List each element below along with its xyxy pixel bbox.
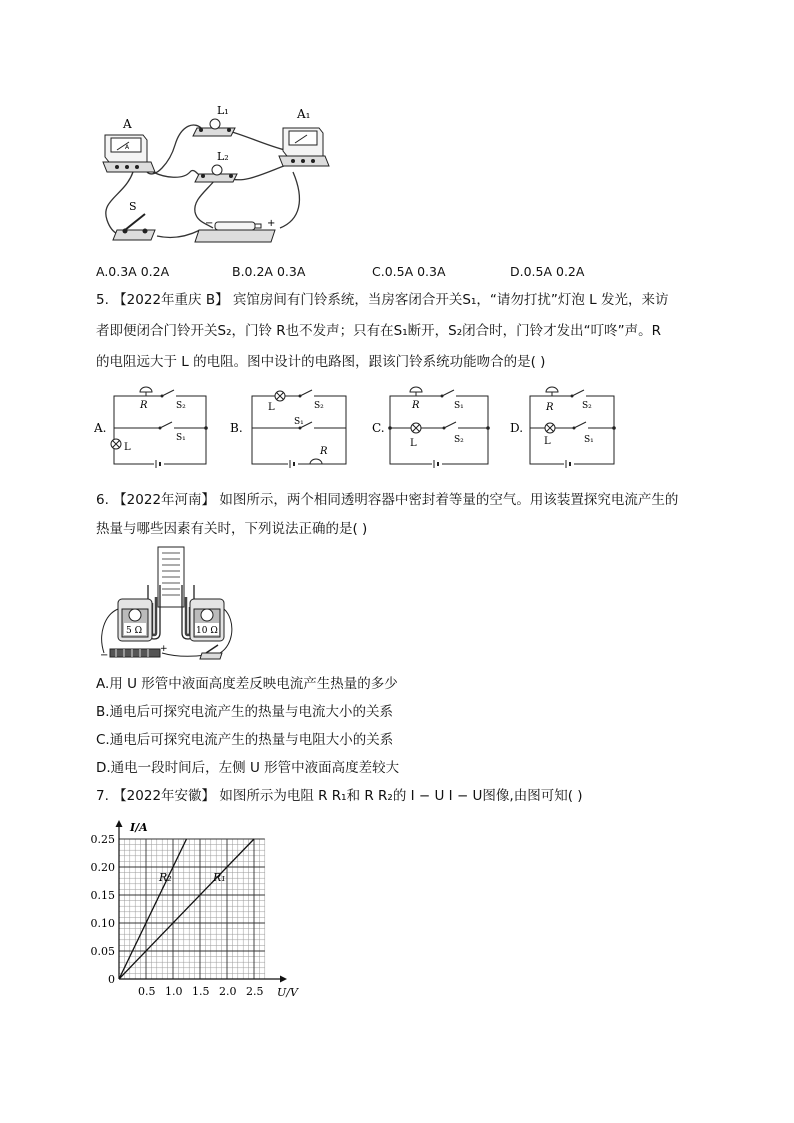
y-tick-label: 0.05 (90, 945, 115, 958)
battery (195, 218, 275, 242)
y-tick-label: 0 (108, 973, 115, 986)
series-line-2 (119, 839, 254, 979)
q5-b-r: R (320, 446, 328, 457)
y-tick-label: 0.25 (90, 833, 115, 846)
q5-c-s-top: S₁ (454, 401, 464, 411)
q5-c-s-mid: S₂ (454, 435, 464, 445)
q5-a-s-top: S₂ (176, 401, 186, 411)
q5-d-s-top: S₂ (582, 401, 592, 411)
q5-c-label: C. (372, 421, 385, 435)
label-lamp-l1: L₁ (217, 104, 229, 117)
svg-text:−: − (205, 218, 214, 229)
series-label-2: R₁ (213, 871, 226, 884)
lamp-l1 (193, 119, 235, 136)
q6-battery-plus: + (160, 644, 168, 654)
x-tick-label: 0.5 (138, 985, 156, 998)
label-lamp-l2: L₂ (217, 150, 229, 163)
x-tick-label: 2.0 (219, 985, 237, 998)
chart-y-axis-label: I/A (130, 821, 148, 834)
q4-option-c: C.0.5A 0.3A (372, 264, 446, 279)
label-ammeter-a: A (123, 117, 132, 131)
q5-b-s-mid: S₁ (294, 417, 304, 427)
q5-line-3: 的电阻远大于 L 的电阻。图中设计的电路图，跟该门铃系统功能吻合的是( ) (96, 354, 546, 370)
y-tick-label: 0.15 (90, 889, 115, 902)
q5-b-l: L (268, 402, 275, 413)
q5-b-label: B. (230, 421, 243, 435)
label-switch-s: S (129, 200, 137, 213)
q5-d-s-mid: S₁ (584, 435, 594, 445)
ammeter-a (103, 135, 155, 172)
q5-d-label: D. (510, 421, 524, 435)
q6-option-d: D.通电一段时间后，左侧 U 形管中液面高度差较大 (96, 760, 400, 776)
q5-a-s-mid: S₁ (176, 433, 186, 443)
q6-option-a: A.用 U 形管中液面高度差反映电流产生热量的多少 (96, 676, 398, 692)
q5-circuit-b (230, 382, 360, 472)
q5-c-r: R (412, 400, 420, 411)
chart-grid-minor (119, 839, 265, 979)
q5-a-r: R (140, 400, 148, 411)
q6-line-2: 热量与哪些因素有关时，下列说法正确的是( ) (96, 521, 368, 537)
q5-circuit-d (508, 382, 628, 472)
q5-d-l: L (544, 436, 551, 447)
q6-line-1: 6. 【2022年河南】 如图所示，两个相同透明容器中密封着等量的空气。用该装置探究电流产生的 (96, 492, 679, 508)
q5-b-s-top: S₂ (314, 401, 324, 411)
y-tick-label: 0.20 (90, 861, 115, 874)
q4-option-a: A.0.3A 0.2A (96, 264, 170, 279)
series-label-1: R₂ (159, 871, 172, 884)
x-tick-label: 1.0 (165, 985, 183, 998)
q5-d-r: R (546, 402, 554, 413)
q4-option-d: D.0.5A 0.2A (510, 264, 585, 279)
lamp-l2 (195, 165, 237, 182)
q5-c-l: L (410, 438, 417, 449)
series-line-1 (119, 839, 187, 979)
q5-circuit-c (370, 382, 500, 472)
q5-circuit-a (94, 382, 214, 472)
q6-option-c: C.通电后可探究电流产生的热量与电阻大小的关系 (96, 732, 394, 748)
q4-option-b: B.0.2A 0.3A (232, 264, 306, 279)
x-tick-label: 1.5 (192, 985, 210, 998)
chart-grid-major (119, 839, 265, 979)
switch-s (113, 214, 155, 240)
label-ammeter-a1: A₁ (297, 107, 311, 121)
q5-a-l: L (124, 442, 131, 453)
q5-line-1: 5. 【2022年重庆 B】 宾馆房间有门铃系统，当房客闭合开关S₁，“请勿打扰”灯泡 L 发光，来访 (96, 292, 669, 308)
q5-line-2: 者即便闭合门铃开关S₂，门铃 R也不发声；只有在S₁断开，S₂闭合时，门铃才发出“叮咚”声。R (96, 323, 661, 339)
q6-apparatus-figure (96, 545, 246, 665)
meter-face-a: A (125, 144, 130, 151)
y-tick-label: 0.10 (90, 917, 115, 930)
ammeter-a1 (279, 128, 329, 166)
q7-iu-chart (90, 815, 320, 1000)
q6-right-resistor: 10 Ω (196, 626, 218, 636)
q5-a-label: A. (94, 421, 107, 435)
q6-left-resistor: 5 Ω (126, 626, 143, 636)
svg-text:+: + (267, 218, 276, 229)
q6-option-b: B.通电后可探究电流产生的热量与电流大小的关系 (96, 704, 394, 720)
q4-circuit-figure (95, 100, 335, 250)
x-tick-label: 2.5 (246, 985, 264, 998)
q7-line: 7. 【2022年安徽】 如图所示为电阻 R R₁和 R R₂的 I − U I − U图像,由图可知( ) (96, 788, 583, 804)
chart-x-axis-label: U/V (277, 986, 298, 999)
q6-battery-minus: − (100, 650, 109, 661)
